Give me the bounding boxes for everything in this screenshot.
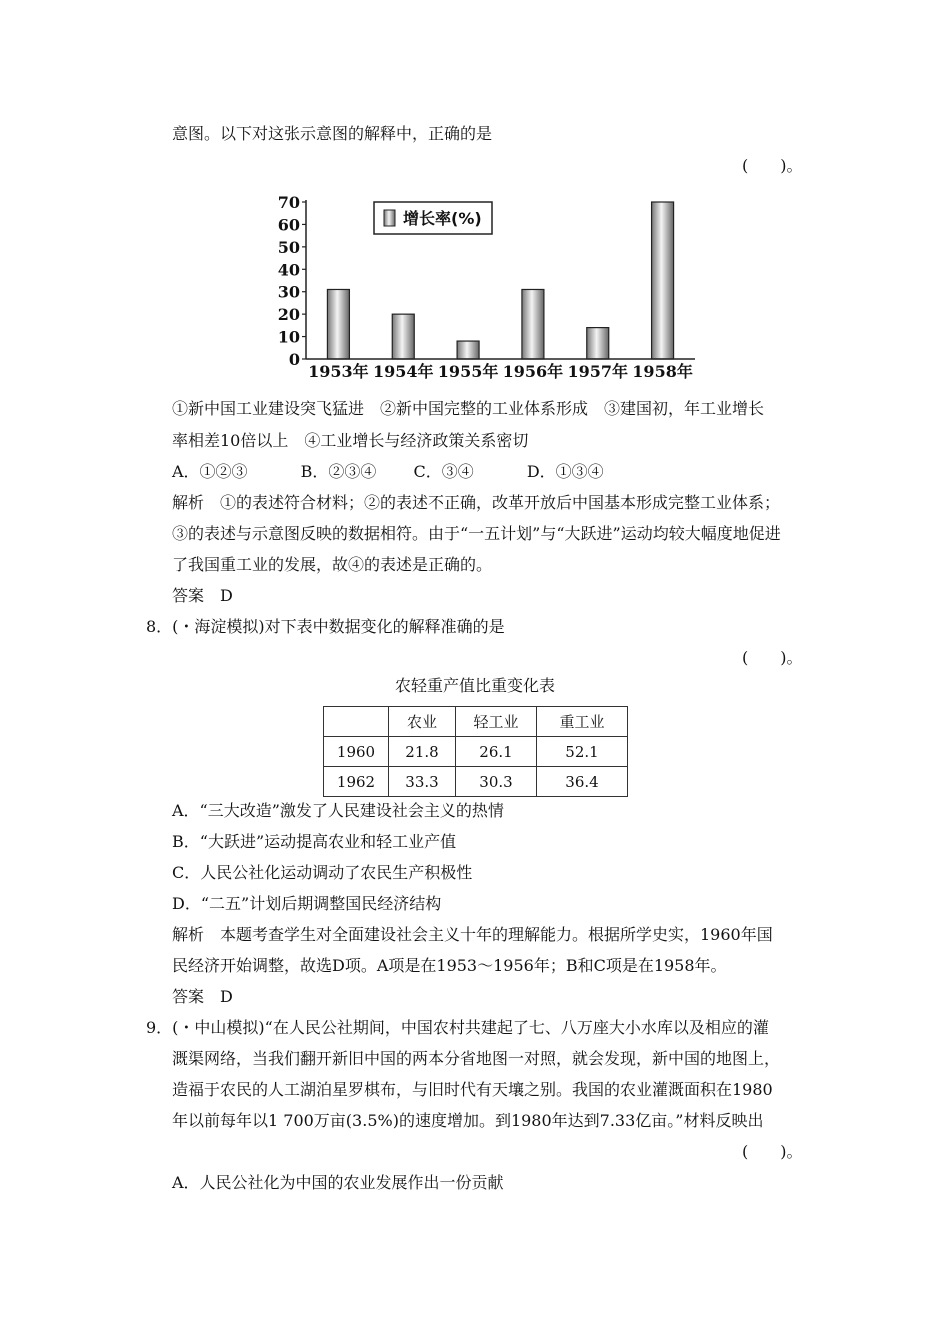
table-header-cell [324, 707, 389, 737]
y-tick-label: 40 [277, 260, 300, 280]
q7-analysis-1: 解析 ①的表述符合材料；②的表述不正确，改革开放后中国基本形成完整工业体系； [172, 493, 781, 512]
x-tick-label: 1958年 [632, 362, 693, 381]
bar-1958年 [652, 202, 674, 359]
table-cell: 30.3 [456, 767, 537, 797]
q7-analysis-3: 了我国重工业的发展，故④的表述是正确的。 [172, 555, 493, 574]
bar-1955年 [457, 341, 479, 359]
table-header-cell: 重工业 [537, 707, 628, 737]
q7-options-line2: 率相差10倍以上 ④工业增长与经济政策关系密切 [172, 431, 529, 450]
output-ratio-table [323, 706, 628, 797]
q8-option-d: D．“二五”计划后期调整国民经济结构 [172, 894, 442, 913]
y-tick-label: 50 [277, 237, 300, 257]
x-tick-label: 1953年 [308, 362, 369, 381]
q8-option-b: B．“大跃进”运动提高农业和轻工业产值 [172, 832, 457, 851]
y-tick-label: 70 [277, 193, 300, 212]
q9-stem-4: 年以前每年以1 700万亩(3.5%)的速度增加。到1980年达到7.33亿亩。”材料反映出 [172, 1111, 764, 1130]
q9-answer-blank: ( )。 [742, 1142, 803, 1161]
q7-analysis-2: ③的表述与示意图反映的数据相符。由于“一五计划”与“大跃进”运动均较大幅度地促进 [172, 524, 781, 543]
bar-1957年 [587, 328, 609, 359]
y-tick-label: 20 [277, 305, 300, 325]
q7-answer-blank: ( )。 [742, 156, 803, 175]
q8-answer-blank: ( )。 [742, 648, 803, 667]
q7-choices: A．①②③ B．②③④ C．③④ D．①③④ [172, 462, 604, 481]
q8-option-c: C．人民公社化运动调动了农民生产积极性 [172, 863, 473, 882]
q9-stem-1: 9．(・中山模拟)“在人民公社期间，中国农村共建起了七、八万座大小水库以及相应的灌 [146, 1018, 769, 1037]
legend-swatch [384, 210, 395, 226]
x-tick-label: 1957年 [567, 362, 629, 381]
y-tick-label: 30 [277, 282, 300, 302]
table-cell: 36.4 [537, 767, 628, 797]
x-tick-label: 1955年 [437, 362, 499, 381]
table-cell: 1960 [324, 737, 389, 767]
table-cell: 52.1 [537, 737, 628, 767]
table-header-row [324, 707, 628, 737]
x-tick-label: 1954年 [372, 362, 434, 381]
x-tick-label: 1956年 [502, 362, 564, 381]
table-cell: 33.3 [389, 767, 456, 797]
bar-1953年 [327, 289, 349, 359]
q8-analysis-2: 民经济开始调整，故选D项。A项是在1953～1956年；B和C项是在1958年。 [172, 956, 727, 975]
q8-answer: 答案 D [172, 987, 233, 1006]
q8-stem: 8．(・海淀模拟)对下表中数据变化的解释准确的是 [146, 617, 505, 636]
table-cell: 21.8 [389, 737, 456, 767]
y-axis [278, 193, 306, 369]
legend-label: 增长率(%) [403, 209, 482, 228]
table-cell: 1962 [324, 767, 389, 797]
q9-stem-2: 溉渠网络，当我们翻开新旧中国的两本分省地图一对照，就会发现，新中国的地图上， [172, 1049, 781, 1068]
y-tick-label: 0 [288, 350, 300, 369]
y-tick-label: 10 [277, 327, 300, 347]
q9-option-a: A．人民公社化为中国的农业发展作出一份贡献 [172, 1173, 504, 1192]
table-row [324, 737, 628, 767]
q7-stem: 意图。以下对这张示意图的解释中，正确的是 [172, 124, 493, 143]
q7-options-line1: ①新中国工业建设突飞猛进 ②新中国完整的工业体系形成 ③建国初，年工业增长 [172, 399, 765, 418]
growth-rate-bar-chart [270, 188, 710, 388]
table-header-cell: 农业 [389, 707, 456, 737]
q7-answer: 答案 D [172, 586, 233, 605]
table-cell: 26.1 [456, 737, 537, 767]
q9-stem-3: 造福于农民的人工湖泊星罗棋布，与旧时代有天壤之别。我国的农业灌溉面积在1980 [172, 1080, 773, 1099]
table-header-cell: 轻工业 [456, 707, 537, 737]
x-axis [306, 359, 695, 381]
q8-analysis-1: 解析 本题考查学生对全面建设社会主义十年的理解能力。根据所学史实，1960年国 [172, 925, 773, 944]
bar-1954年 [392, 314, 414, 359]
table-title: 农轻重产值比重变化表 [394, 676, 555, 695]
q8-option-a: A．“三大改造”激发了人民建设社会主义的热情 [172, 801, 504, 820]
y-tick-label: 60 [277, 215, 300, 235]
chart-legend [374, 202, 492, 234]
bar-1956年 [522, 289, 544, 359]
table-row [324, 767, 628, 797]
